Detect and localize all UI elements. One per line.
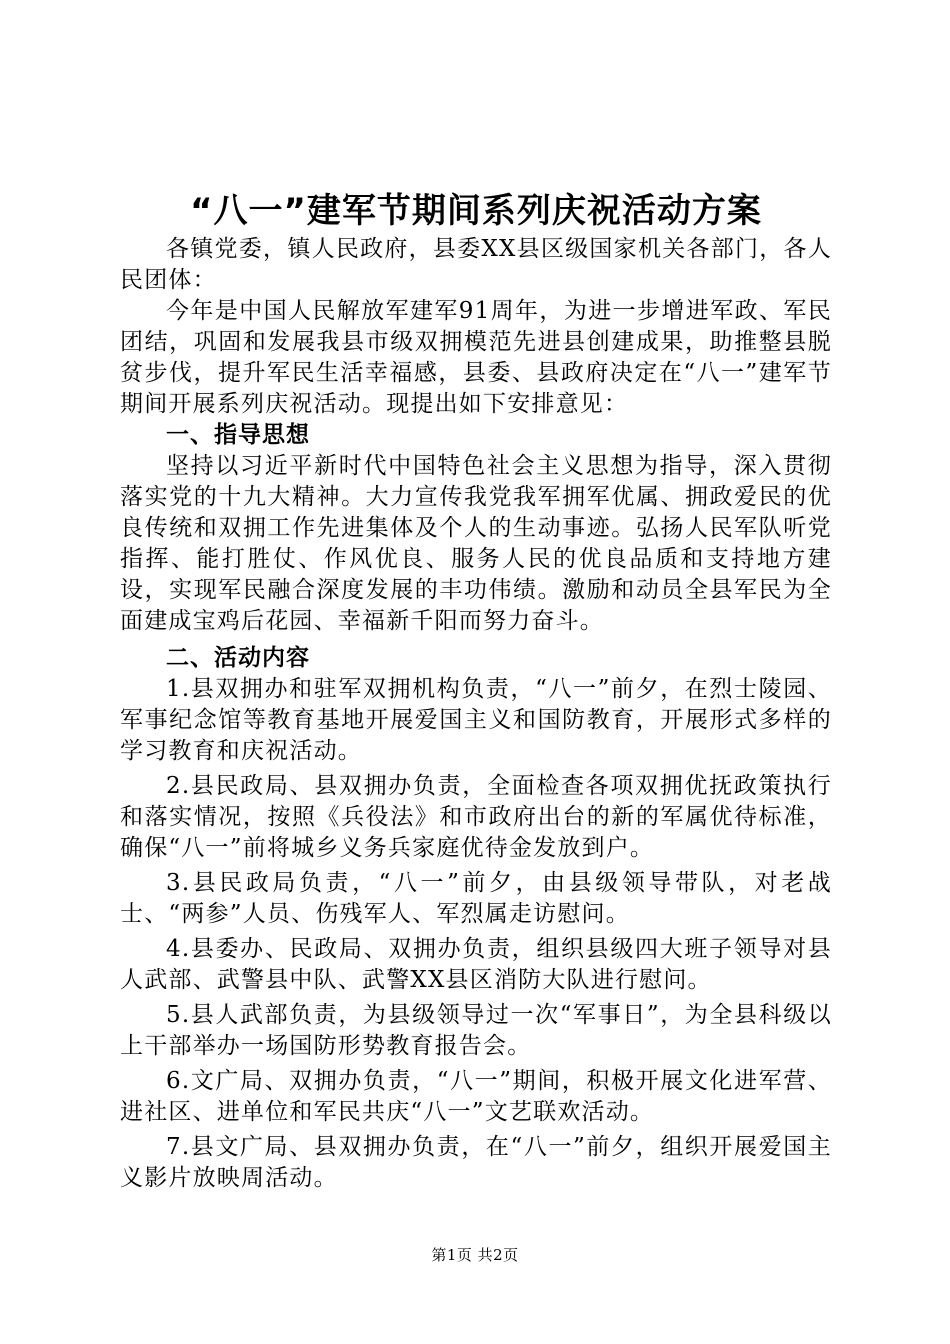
page-number-footer: 第1页 共2页 <box>431 1246 519 1264</box>
activity-item-7: 7.县文广局、县双拥办负责，在“八一”前夕，组织开展爱国主义影片放映周活动。 <box>120 1134 832 1191</box>
activity-item-6: 6.文广局、双拥办负责，“八一”期间，积极开展文化进军营、进社区、进单位和军民共庆“八一”文艺联欢活动。 <box>120 1068 832 1125</box>
document-body <box>120 234 832 1194</box>
activity-item-5: 5.县人武部负责，为县级领导过一次“军事日”，为全县科级以上干部举办一场国防形势教育报告会。 <box>120 1002 832 1059</box>
salutation-paragraph: 各镇党委，镇人民政府，县委XX县区级国家机关各部门，各人民团体： <box>120 236 832 293</box>
document-title: “八一”建军节期间系列庆祝活动方案 <box>190 191 762 231</box>
activity-item-4: 4.县委办、民政局、双拥办负责，组织县级四大班子领导对县人武部、武警县中队、武警XX县区消防大队进行慰问。 <box>120 936 832 993</box>
activity-item-1: 1.县双拥办和驻军双拥机构负责，“八一”前夕，在烈士陵园、军事纪念馆等教育基地开展爱国主义和国防教育，开展形式多样的学习教育和庆祝活动。 <box>120 676 832 764</box>
activity-item-2: 2.县民政局、县双拥办负责，全面检查各项双拥优抚政策执行和落实情况，按照《兵役法》和市政府出台的新的军属优待标准，确保“八一”前将城乡义务兵家庭优待金发放到户。 <box>120 773 832 861</box>
activity-item-3: 3.县民政局负责，“八一”前夕，由县级领导带队，对老战士、“两参”人员、伤残军人、军烈属走访慰问。 <box>120 870 832 927</box>
intro-paragraph: 今年是中国人民解放军建军91周年，为进一步增进军政、军民团结，巩固和发展我县市级双拥模范先进县创建成果，助推整县脱贫步伐，提升军民生活幸福感，县委、县政府决定在“八一”建军节期间开展系列庆祝活动。现提出如下安排意见： <box>120 298 832 417</box>
section-heading-guiding-thought: 一、指导思想 <box>166 422 310 448</box>
guiding-thought-paragraph: 坚持以习近平新时代中国特色社会主义思想为指导，深入贯彻落实党的十九大精神。大力宣传我党我军拥军优属、拥政爱民的优良传统和双拥工作先进集体及个人的生动事迹。弘扬人民军队听党指挥、能打胜仗、作风优良、服务人民的优良品质和支持地方建设，实现军民融合深度发展的丰功伟绩。激励和动员全县军民为全面建成宝鸡后花园、幸福新千阳而努力奋斗。 <box>120 453 832 634</box>
section-heading-activities: 二、活动内容 <box>166 645 310 671</box>
